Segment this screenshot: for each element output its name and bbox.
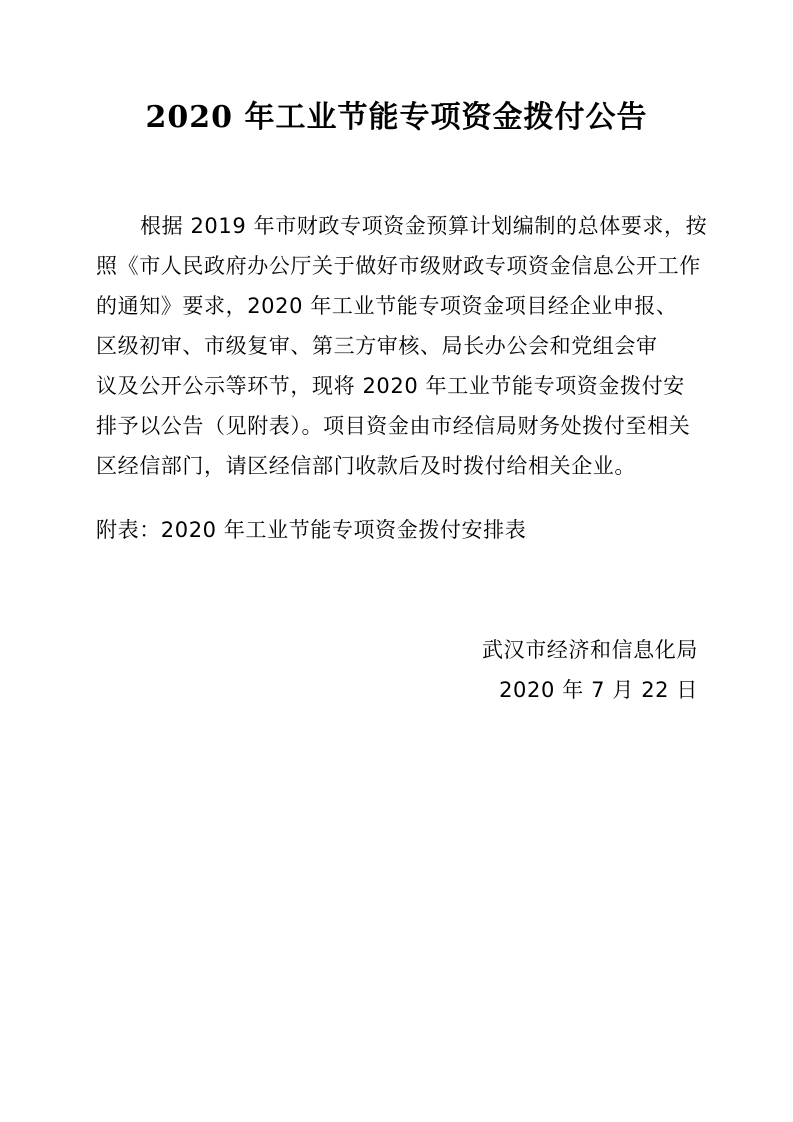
body-paragraph [96, 206, 730, 486]
signature-issuer: 武汉市经济和信息化局 [482, 638, 698, 662]
attachment-note: 附表：2020 年工业节能专项资金拨付安排表 [96, 518, 527, 542]
paragraph-line-4: 区级初审、市级复审、第三方审核、局长办公会和党组会审 [96, 334, 658, 358]
signature-date: 2020 年 7 月 22 日 [499, 678, 698, 702]
paragraph-line-7: 区经信部门，请区经信部门收款后及时拨付给相关企业。 [96, 454, 636, 478]
document-title: 2020 年工业节能专项资金拨付公告 [145, 100, 648, 135]
signature-block [482, 630, 698, 710]
paragraph-line-1: 根据 2019 年市财政专项资金预算计划编制的总体要求，按 [140, 214, 708, 238]
paragraph-line-2: 照《市人民政府办公厅关于做好市级财政专项资金信息公开工作 [96, 254, 701, 278]
paragraph-line-3: 的通知》要求，2020 年工业节能专项资金项目经企业申报、 [96, 294, 678, 318]
paragraph-line-6: 排予以公告（见附表）。项目资金由市经信局财务处拨付至相关 [96, 414, 691, 438]
paragraph-line-5: 议及公开公示等环节，现将 2020 年工业节能专项资金拨付安 [96, 374, 685, 398]
